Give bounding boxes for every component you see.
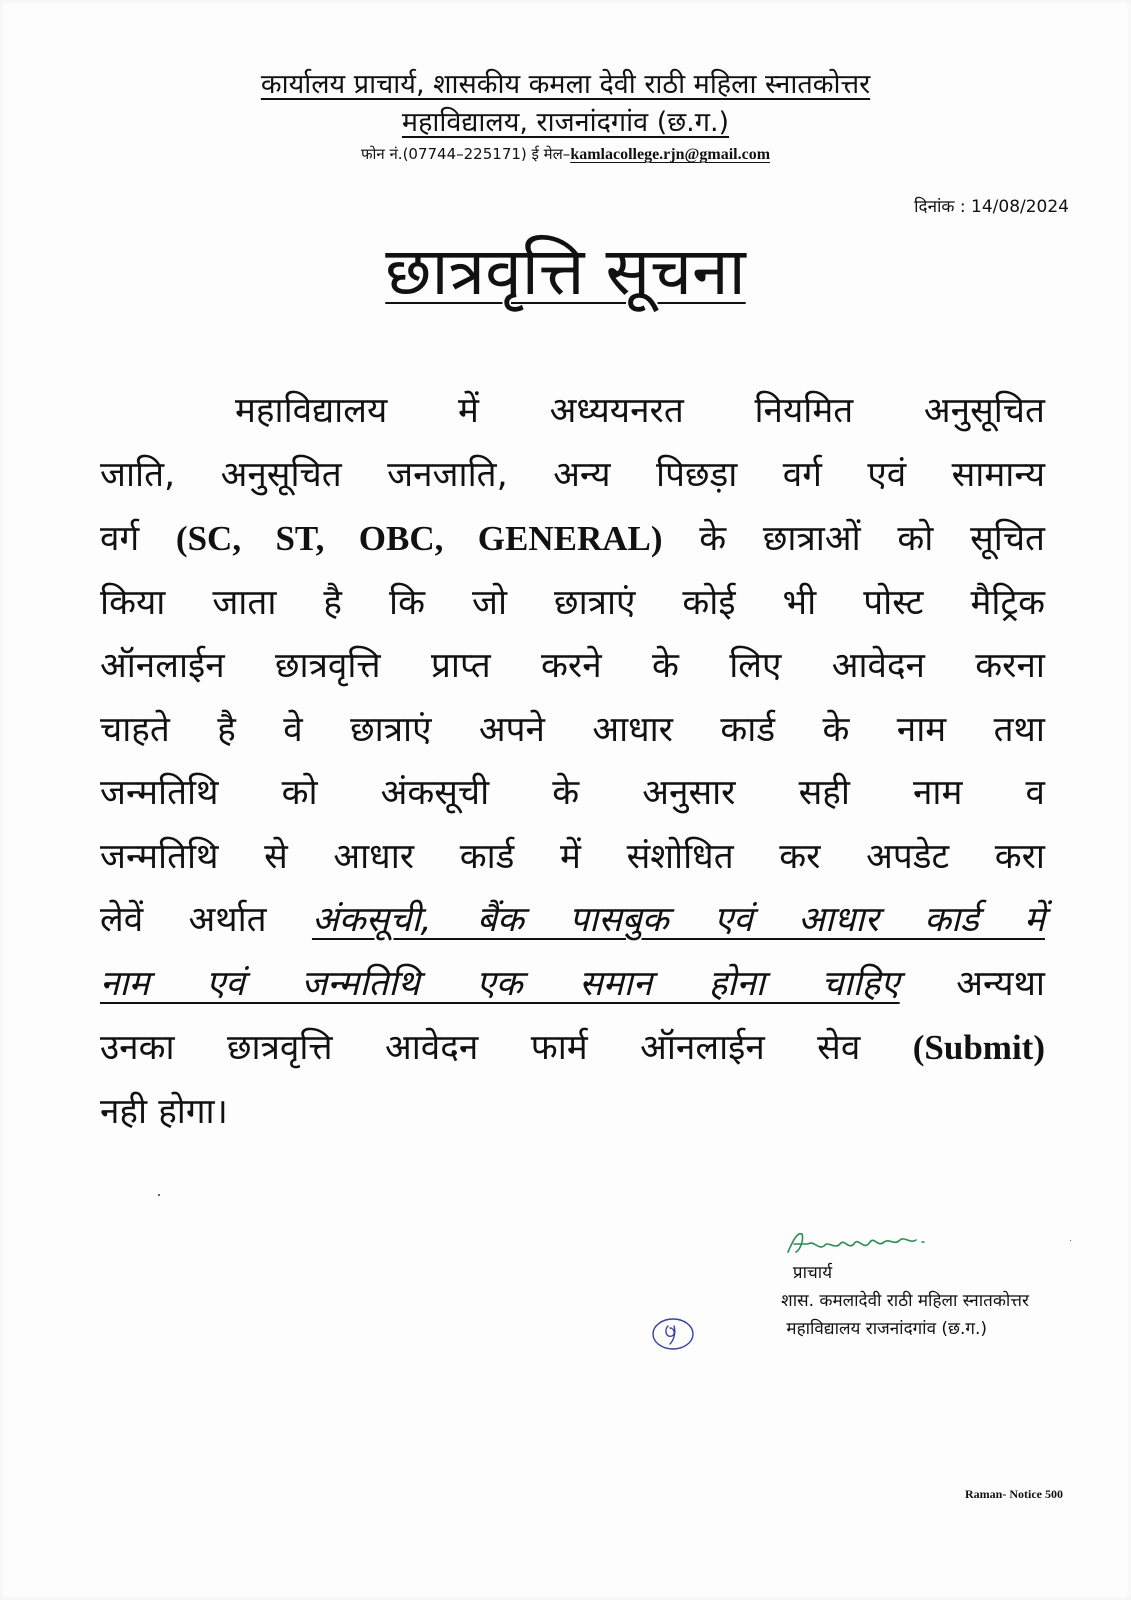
notice-date: दिनांक : 14/08/2024 [914, 197, 1069, 217]
office-heading-line1: कार्यालय प्राचार्य, शासकीय कमला देवी राठी महिला स्नातकोत्तर [260, 69, 871, 100]
body-line: उनका छात्रवृत्ति आवेदन फार्म ऑनलाईन सेव (Submit) [100, 1028, 1045, 1068]
notice-title: छात्रवृत्ति सूचना [385, 233, 746, 310]
phone-text: फोन नं.(07744–225171) ई मेल– [360, 145, 571, 163]
body-line: जाति, अनुसूचित जनजाति, अन्य पिछड़ा वर्ग एवं सामान्य [100, 454, 1045, 495]
college-name-line1: शास. कमलादेवी राठी महिला स्नातकोत्तर [781, 1291, 1029, 1311]
office-heading-line2: महाविद्यालय, राजनांदगांव (छ.ग.) [401, 107, 730, 138]
handwritten-signature [784, 1228, 944, 1258]
emphasized-requirement: अंकसूची, बैंक पासबुक एवं आधार कार्ड में [311, 900, 1045, 940]
notice-body [100, 380, 1045, 1144]
notice-reference: Raman- Notice 500 [965, 1487, 1063, 1501]
body-line: वर्ग (SC, ST, OBC, GENERAL) के छात्राओं को सूचित [100, 519, 1045, 559]
body-line: लेवें अर्थात अंकसूची, बैंक पासबुक एवं आधार कार्ड में [100, 900, 1045, 940]
email-address: kamlacollege.rjn@gmail.com [570, 146, 771, 163]
body-line: ऑनलाईन छात्रवृत्ति प्राप्त करने के लिए आवेदन करना [100, 646, 1045, 686]
paper-speck [1070, 1240, 1071, 1241]
college-name-line2: महाविद्यालय राजनांदगांव (छ.ग.) [786, 1319, 987, 1339]
submit-word: (Submit) [912, 1028, 1045, 1067]
paper-speck [158, 1194, 160, 1196]
principal-designation: प्राचार्य [792, 1263, 833, 1283]
body-line: जन्मतिथि से आधार कार्ड में संशोधित कर अपडेट करा [100, 836, 1045, 877]
body-line: किया जाता है कि जो छात्राएं कोई भी पोस्ट मैट्रिक [100, 582, 1045, 623]
body-line: नाम एवं जन्मतिथि एक समान होना चाहिए अन्यथा [100, 963, 1046, 1004]
body-line: चाहते है वे छात्राएं अपने आधार कार्ड के नाम तथा [100, 709, 1045, 750]
initials-stamp-icon [650, 1316, 696, 1352]
category-abbreviations: (SC, ST, OBC, GENERAL) [175, 519, 663, 558]
body-line: जन्मतिथि को अंकसूची के अनुसार सही नाम व [100, 773, 1045, 813]
emphasized-requirement: नाम एवं जन्मतिथि एक समान होना चाहिए [100, 963, 900, 1004]
body-line: महाविद्यालय में अध्ययनरत नियमित अनुसूचित [235, 391, 1045, 431]
contact-info [0, 144, 1131, 165]
body-line: नही होगा। [100, 1091, 228, 1132]
